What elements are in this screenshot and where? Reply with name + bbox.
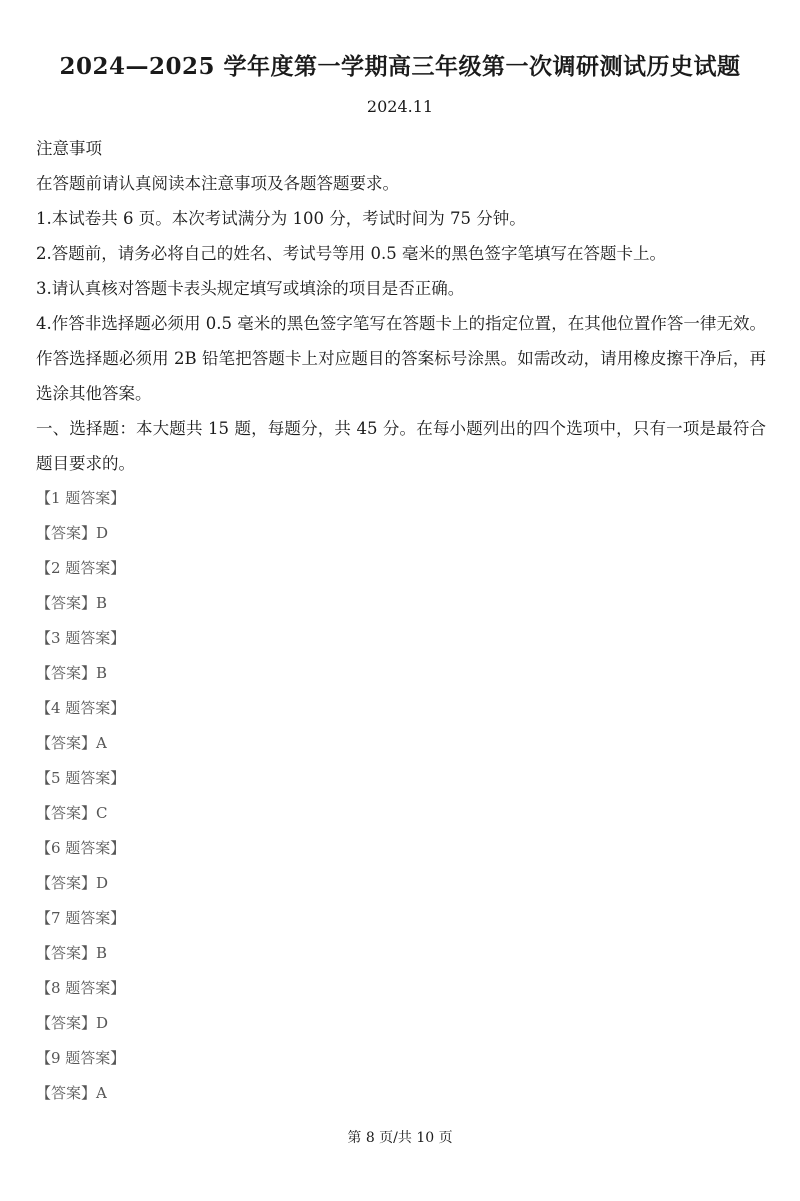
question-label: 【9 题答案】	[36, 1049, 126, 1067]
notice-item: 2.答题前，请务必将自己的姓名、考试号等用 0.5 毫米的黑色签字笔填写在答题卡上。	[36, 244, 666, 263]
answer-value: 【答案】B	[36, 594, 108, 612]
answer-value: 【答案】D	[36, 524, 109, 542]
page-title: 2024—2025 学年度第一学期高三年级第一次调研测试历史试题	[59, 53, 741, 80]
question-label: 【4 题答案】	[36, 699, 126, 717]
page-number: 第 8 页/共 10 页	[347, 1130, 453, 1146]
document-body	[36, 131, 766, 1111]
answer-value: 【答案】C	[36, 804, 108, 822]
answer-value: 【答案】B	[36, 944, 108, 962]
question-label: 【3 题答案】	[36, 629, 126, 647]
question-label: 【6 题答案】	[36, 839, 126, 857]
notice-heading: 注意事项	[36, 139, 102, 158]
question-label: 【7 题答案】	[36, 909, 126, 927]
notice-item: 3.请认真核对答题卡表头规定填写或填涂的项目是否正确。	[36, 279, 465, 298]
answer-value: 【答案】B	[36, 664, 108, 682]
question-label: 【5 题答案】	[36, 769, 126, 787]
exam-date: 2024.11	[366, 97, 434, 116]
question-label: 【2 题答案】	[36, 559, 126, 577]
answer-value: 【答案】A	[36, 1084, 107, 1102]
question-label: 【8 题答案】	[36, 979, 126, 997]
answer-value: 【答案】D	[36, 1014, 109, 1032]
answer-value: 【答案】D	[36, 874, 109, 892]
notice-item: 1.本试卷共 6 页。本次考试满分为 100 分，考试时间为 75 分钟。	[36, 209, 526, 228]
answer-value: 【答案】A	[36, 734, 107, 752]
notice-item: 4.作答非选择题必须用 0.5 毫米的黑色签字笔写在答题卡上的指定位置，在其他位置作答一律无效。作答选择题必须用 2B 铅笔把答题卡上对应题目的答案标号涂黑。如需改动，请用橡皮擦干净后，再选涂其他答案。	[36, 314, 766, 403]
section-heading: 一、选择题：本大题共 15 题，每题分，共 45 分。在每小题列出的四个选项中，只有一项是最符合题目要求的。	[36, 419, 766, 473]
notice-intro: 在答题前请认真阅读本注意事项及各题答题要求。	[36, 174, 399, 193]
question-label: 【1 题答案】	[36, 489, 126, 507]
answer-list	[36, 481, 766, 1111]
